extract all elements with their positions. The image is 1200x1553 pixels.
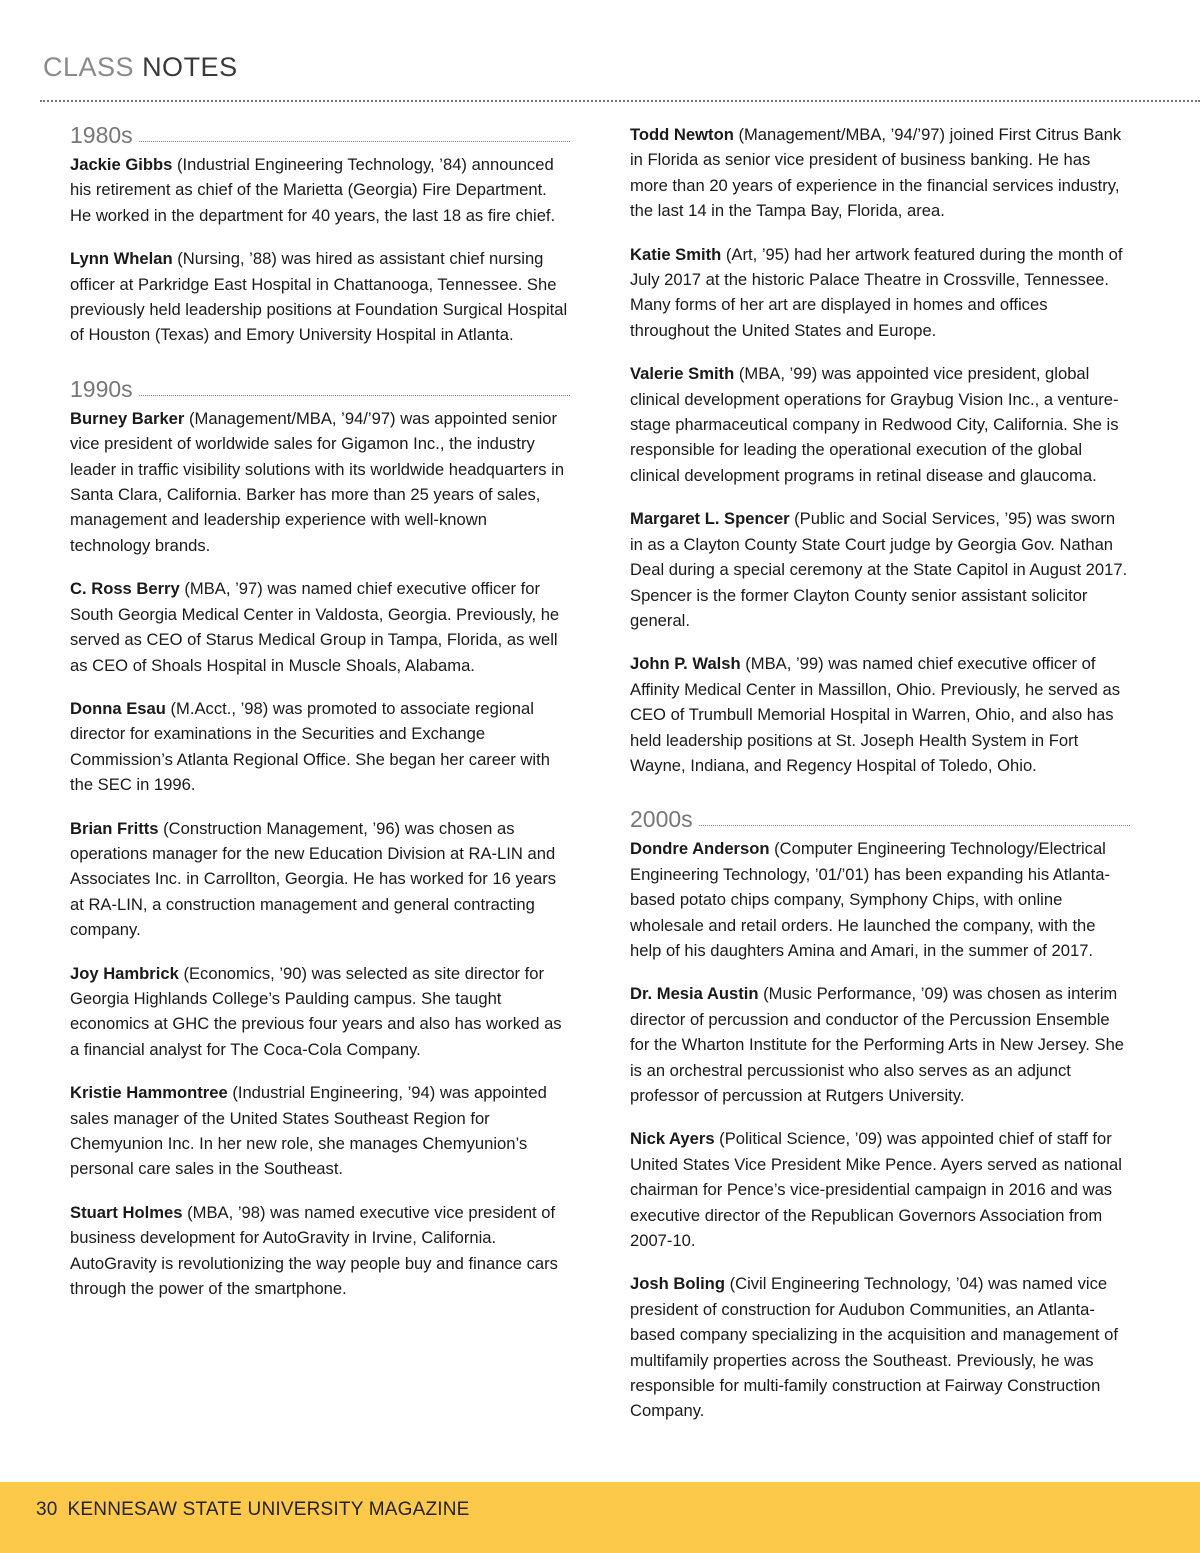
class-note [70,152,570,228]
note-text: (MBA, ’99) was named chief executive officer of Affinity Medical Center in Massillon, Ohio. Previously, he served as CEO of Trumbull Memorial Hospital in Warren, Ohio, and also has held leadership positions at St. Joseph Health System in Fort Wayne, Indiana, and Regency Hospital of Toledo, Ohio. [630,654,1121,775]
footer-text [36,1499,470,1521]
note-text: (Music Performance, ’09) was chosen as interim director of percussion and conductor of the Percussion Ensemble for the Wharton Institute for the Performing Arts in New Jersey. She is an orchestral percussionist who also serves as an adjunct professor of percussion at Rutgers University. [630,984,1125,1105]
alumni-name: Donna Esau [70,698,166,718]
class-note [630,361,1130,488]
class-note [70,961,570,1063]
note-text: (Management/MBA, ’94/’97) joined First Citrus Bank in Florida as senior vice president of business banking. He has more than 20 years of experience in the financial services industry, the last 14 in the Tampa Bay, Florida, area. [630,125,1122,221]
decade-heading-1990s: 1990s [70,376,570,402]
class-note [630,1126,1130,1253]
class-note [630,836,1130,963]
class-note [630,242,1130,344]
note-text: (Industrial Engineering, ’94) was appointed sales manager of the United States Southeast Region for Chemyunion Inc. In her new role, she manages Chemyunion’s personal care sales in the Southeast. [70,1083,547,1179]
header-divider [40,100,1200,102]
alumni-name: Josh Boling [630,1274,725,1294]
note-text: (Public and Social Services, ’95) was sworn in as a Clayton County State Court judge by Georgia Gov. Nathan Deal during a special ceremony at the State Capitol in August 2017. Spencer is the former Clayton County senior assistant solicitor general. [630,509,1128,630]
decade-rule [139,141,570,142]
alumni-name: Lynn Whelan [70,249,173,269]
alumni-name: Valerie Smith [630,364,735,384]
left-column [70,122,570,1319]
note-text: (MBA, ’98) was named executive vice president of business development for AutoGravity in Irvine, California. AutoGravity is revolutionizing the way people buy and finance cars through the power of the smartphone. [70,1202,558,1299]
class-note [630,1271,1130,1423]
alumni-name: Katie Smith [630,244,722,264]
decade-heading-2000s: 2000s [630,806,1130,832]
page-number: 30 [36,1499,58,1520]
class-note [70,246,570,348]
alumni-name: C. Ross Berry [70,579,180,599]
class-note [630,122,1130,224]
note-text: (Industrial Engineering Technology, ’84) announced his retirement as chief of the Marietta (Georgia) Fire Department. He worked in the department for 40 years, the last 18 as fire chief. [70,155,556,225]
class-note [70,816,570,943]
page-footer [0,1482,1200,1553]
note-text: (Civil Engineering Technology, ’04) was named vice president of construction for Audubon Communities, an Atlanta-based company specializing in the acquisition and management of multifamily properties across the Southeast. Previously, he was responsible for multi-family construction at Fairway Construction Company. [630,1274,1118,1421]
decade-rule [139,395,570,396]
alumni-name: Brian Fritts [70,818,159,838]
header-word-notes: NOTES [142,52,238,82]
page-header [43,52,238,83]
alumni-name: Burney Barker [70,408,185,428]
magazine-title: KENNESAW STATE UNIVERSITY MAGAZINE [67,1499,470,1520]
note-text: (Political Science, ’09) was appointed chief of staff for United States Vice President Mike Pence. Ayers served as national chairman for Pence’s vice-presidential campaign in 2016 and was executive director of the Republican Governors Association from 2007-10. [630,1129,1122,1251]
class-note [70,696,570,798]
alumni-name: Nick Ayers [630,1129,715,1149]
class-note [70,576,570,678]
alumni-name: Dondre Anderson [630,839,770,859]
class-note [70,1080,570,1182]
note-text: (M.Acct., ’98) was promoted to associate regional director for examinations in the Securities and Exchange Commission’s Atlanta Regional Office. She began her career with the SEC in 1996. [70,698,550,795]
class-note [70,1200,570,1302]
alumni-name: Margaret L. Spencer [630,509,790,529]
alumni-name: Todd Newton [630,125,734,144]
class-note [70,406,570,558]
class-note [630,506,1130,633]
decade-rule [699,825,1130,826]
note-text: (Computer Engineering Technology/Electrical Engineering Technology, ’01/’01) has been expanding his Atlanta-based potato chips company, Symphony Chips, with online wholesale and retail orders. He launched the company, with the help of his daughters Amina and Amari, in the summer of 2017. [630,839,1111,960]
note-text: (Management/MBA, ’94/’97) was appointed senior vice president of worldwide sales for Gigamon Inc., the industry leader in traffic visibility solutions with its worldwide headquarters in Santa Clara, California. Barker has more than 25 years of sales, management and leadership experience with well-known technology brands. [70,408,565,555]
class-note [630,981,1130,1108]
note-text: (Economics, ’90) was selected as site director for Georgia Highlands College’s Paulding campus. She taught economics at GHC the previous four years and also has worked as a financial analyst for The Coca-Cola Company. [70,963,562,1059]
alumni-name: Joy Hambrick [70,963,179,983]
note-text: (Art, ’95) had her artwork featured during the month of July 2017 at the historic Palace Theatre in Crossville, Tennessee. Many forms of her art are displayed in homes and offices throughout the United States and Europe. [630,244,1123,340]
class-note [630,651,1130,778]
decade-heading-1980s: 1980s [70,122,570,148]
right-column [630,122,1130,1442]
alumni-name: Stuart Holmes [70,1202,183,1222]
note-text: (Nursing, ’88) was hired as assistant chief nursing officer at Parkridge East Hospital in Chattanooga, Tennessee. She previously held leadership positions at Foundation Surgical Hospital of Houston (Texas) and Emory University Hospital in Atlanta. [70,249,568,345]
alumni-name: Kristie Hammontree [70,1083,228,1103]
alumni-name: Jackie Gibbs [70,155,173,174]
note-text: (MBA, ’97) was named chief executive officer for South Georgia Medical Center in Valdosta, Georgia. Previously, he served as CEO of Starus Medical Group in Tampa, Florida, as well as CEO of Shoals Hospital in Muscle Shoals, Alabama. [70,579,560,675]
alumni-name: John P. Walsh [630,654,741,674]
note-text: (MBA, ’99) was appointed vice president, global clinical development operations for Graybug Vision Inc., a venture-stage pharmaceutical company in Redwood City, California. She is responsible for leading the operational execution of the global clinical development programs in retinal disease and glaucoma. [630,364,1119,485]
alumni-name: Dr. Mesia Austin [630,984,759,1004]
header-word-class: CLASS [43,52,135,82]
note-text: (Construction Management, ’96) was chosen as operations manager for the new Education Division at RA-LIN and Associates Inc. in Carrollton, Georgia. He has worked for 16 years at RA-LIN, a construction management and general contracting company. [70,818,557,940]
